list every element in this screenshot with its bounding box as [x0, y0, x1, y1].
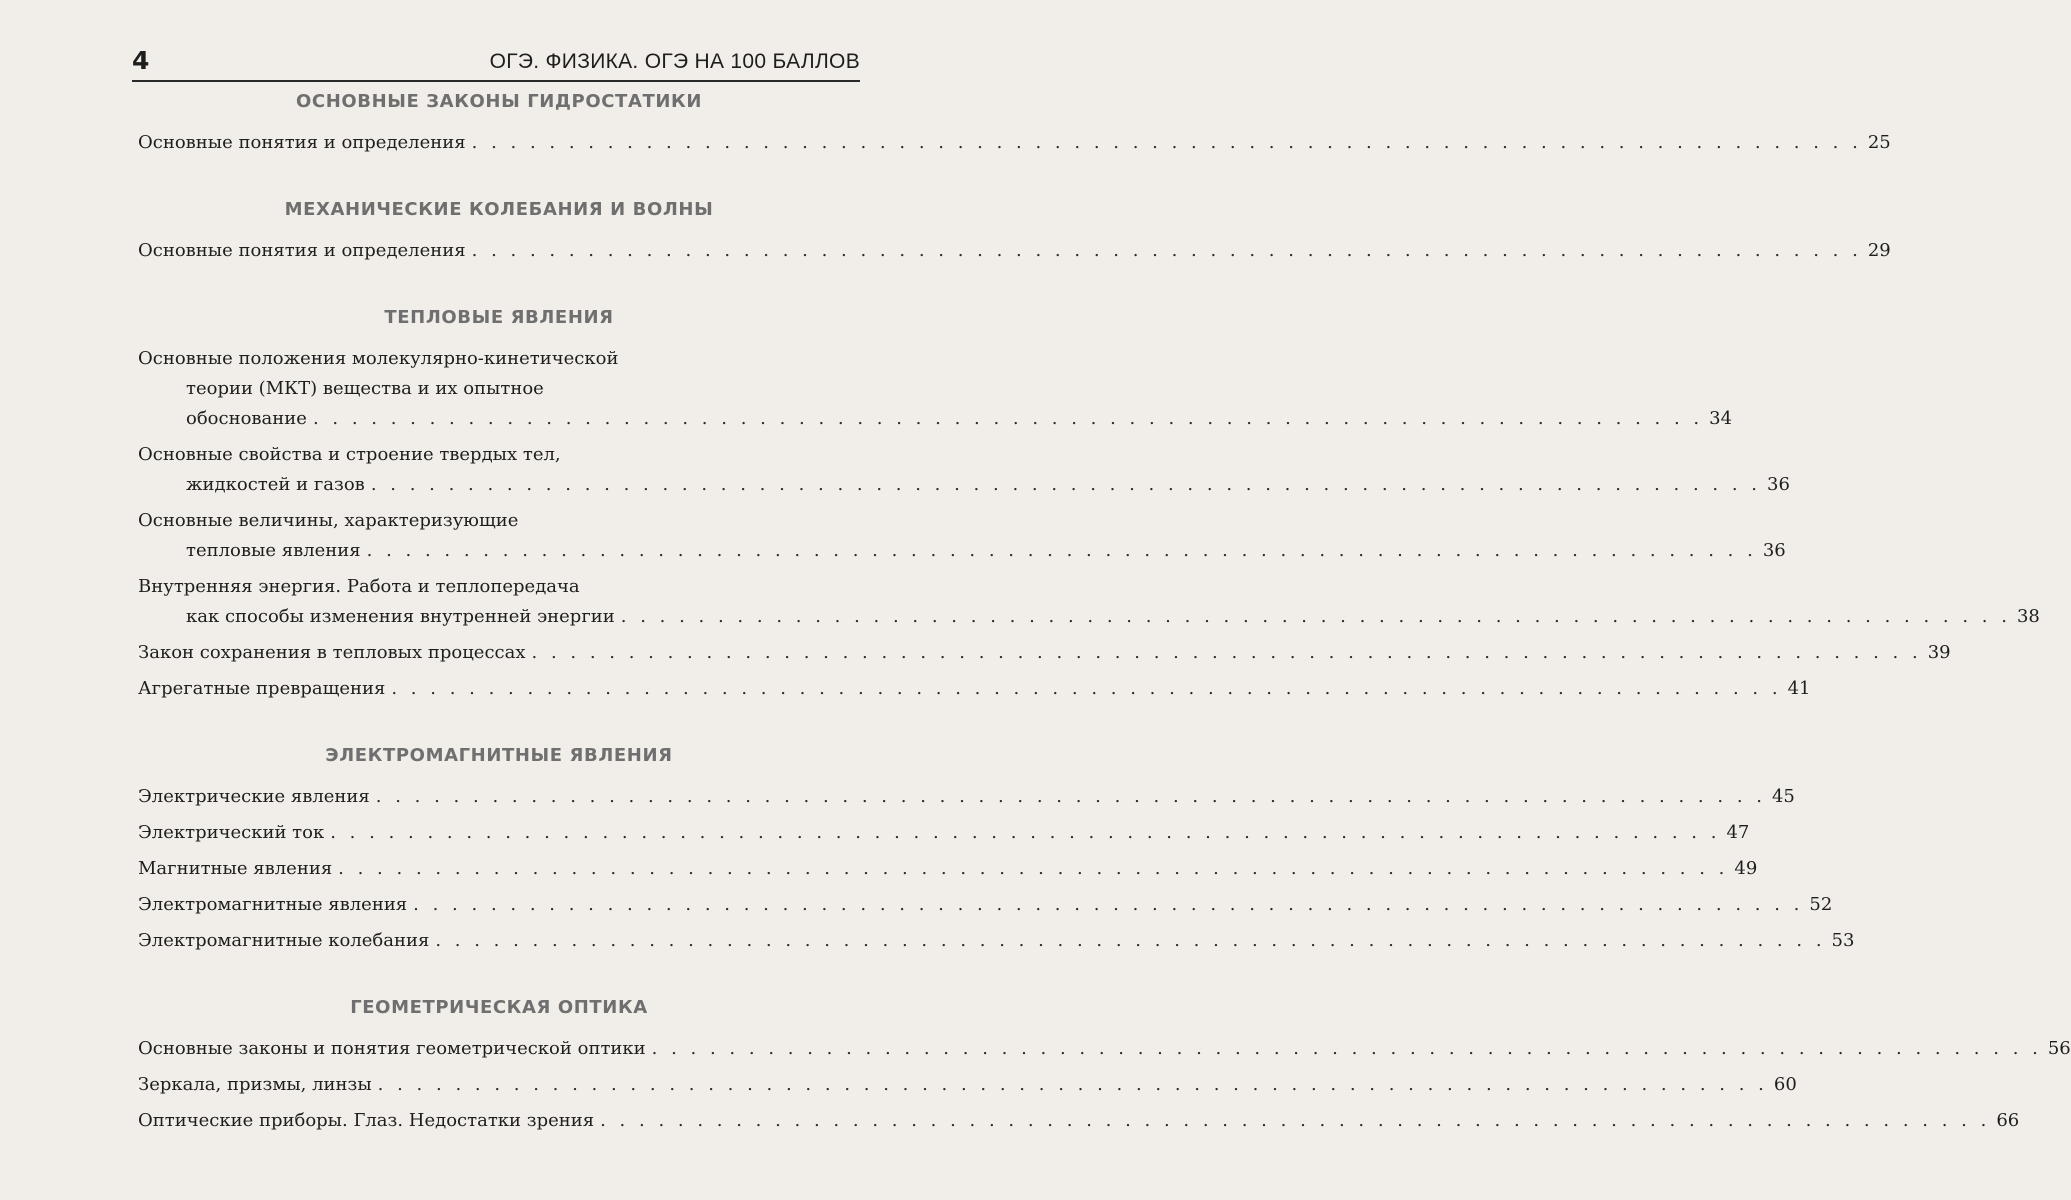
page-ref: 56	[2047, 1038, 2071, 1059]
entry-text-line: Электрические явления	[138, 786, 370, 807]
entry-last-line	[138, 236, 1891, 266]
entry-text-line: Закон сохранения в тепловых процессах	[138, 642, 526, 663]
dot-leader: . . . . . . . . . . . . . . . . . . . . . . . . . . . . . . . . . . . . . . . . . . . . . . . . . . . . . . . . . . . . . . . . . . . . . . . .	[620, 606, 2011, 627]
entry-last-line	[138, 470, 1790, 500]
dot-leader: . . . . . . . . . . . . . . . . . . . . . . . . . . . . . . . . . . . . . . . . . . . . . . . . . . . . . . . . . . . . . . . . . . . . . . . .	[338, 858, 1729, 879]
entry-last-line	[138, 854, 1758, 884]
page-ref: 41	[1787, 678, 1811, 699]
table-of-contents	[138, 86, 2071, 1142]
section-title: МЕХАНИЧЕСКИЕ КОЛЕБАНИЯ И ВОЛНЫ	[284, 199, 714, 220]
page-header	[132, 44, 860, 82]
dot-leader: . . . . . . . . . . . . . . . . . . . . . . . . . . . . . . . . . . . . . . . . . . . . . . . . . . . . . . . . . . . . . . . . . . . . . . . .	[471, 240, 1862, 261]
entry-text-line: Основные свойства и строение твердых тел,	[138, 444, 561, 465]
entry-last-line	[138, 818, 1750, 848]
page-ref: 49	[1734, 858, 1758, 879]
entry-text-line: Основные положения молекулярно-кинетической	[138, 348, 619, 369]
dot-leader: . . . . . . . . . . . . . . . . . . . . . . . . . . . . . . . . . . . . . . . . . . . . . . . . . . . . . . . . . . . . . . . . . . . . . . . .	[377, 1074, 1768, 1095]
toc-entry[interactable]	[138, 818, 1750, 848]
entry-last-line	[138, 782, 1795, 812]
page-ref: 45	[1771, 786, 1795, 807]
dot-leader: . . . . . . . . . . . . . . . . . . . . . . . . . . . . . . . . . . . . . . . . . . . . . . . . . . . . . . . . . . . . . . . . . . . . . . . .	[330, 822, 1721, 843]
page-ref: 39	[1927, 642, 1951, 663]
entry-last-line	[138, 536, 1786, 566]
entry-text-line: Электрический ток	[138, 822, 325, 843]
toc-entry[interactable]	[138, 638, 1951, 668]
entry-text-line: Магнитные явления	[138, 858, 333, 879]
page-ref: 47	[1726, 822, 1750, 843]
entry-text-line: обоснование	[186, 408, 307, 429]
toc-entry[interactable]	[138, 674, 1811, 704]
entry-last-line	[138, 1106, 2020, 1136]
entry-text-line: как способы изменения внутренней энергии	[186, 606, 615, 627]
entry-last-line	[138, 638, 1951, 668]
dot-leader: . . . . . . . . . . . . . . . . . . . . . . . . . . . . . . . . . . . . . . . . . . . . . . . . . . . . . . . . . . . . . . . . . . . . . . . .	[391, 678, 1782, 699]
entry-last-line	[138, 674, 1811, 704]
page-ref: 38	[2016, 606, 2040, 627]
toc-entry[interactable]	[138, 440, 1790, 500]
section-title: ГЕОМЕТРИЧЕСКАЯ ОПТИКА	[350, 997, 648, 1018]
dot-leader: . . . . . . . . . . . . . . . . . . . . . . . . . . . . . . . . . . . . . . . . . . . . . . . . . . . . . . . . . . . . . . . . . . . . . . . .	[651, 1038, 2042, 1059]
entry-text-line: тепловые явления	[186, 540, 361, 561]
page-ref: 29	[1867, 240, 1891, 261]
toc-entry[interactable]	[138, 854, 1758, 884]
toc-entry[interactable]	[138, 1034, 2071, 1064]
dot-leader: . . . . . . . . . . . . . . . . . . . . . . . . . . . . . . . . . . . . . . . . . . . . . . . . . . . . . . . . . . . . . . . . . . . . . . . .	[370, 474, 1762, 495]
entry-text-line: жидкостей и газов	[186, 474, 365, 495]
entry-last-line	[138, 602, 2040, 632]
entry-text-line: Основные величины, характеризующие	[138, 510, 519, 531]
toc-entry[interactable]	[138, 572, 2040, 632]
dot-leader: . . . . . . . . . . . . . . . . . . . . . . . . . . . . . . . . . . . . . . . . . . . . . . . . . . . . . . . . . . . . . . . . . . . . . . . .	[435, 930, 1826, 951]
toc-entry[interactable]	[138, 236, 1891, 266]
dot-leader: . . . . . . . . . . . . . . . . . . . . . . . . . . . . . . . . . . . . . . . . . . . . . . . . . . . . . . . . . . . . . . . . . . . . . . . .	[600, 1110, 1991, 1131]
page-ref: 60	[1773, 1074, 1797, 1095]
dot-leader: . . . . . . . . . . . . . . . . . . . . . . . . . . . . . . . . . . . . . . . . . . . . . . . . . . . . . . . . . . . . . . . . . . . . . . . .	[375, 786, 1766, 807]
dot-leader: . . . . . . . . . . . . . . . . . . . . . . . . . . . . . . . . . . . . . . . . . . . . . . . . . . . . . . . . . . . . . . . . . . . . . . . .	[471, 132, 1862, 153]
page-ref: 36	[1767, 474, 1790, 495]
dot-leader: . . . . . . . . . . . . . . . . . . . . . . . . . . . . . . . . . . . . . . . . . . . . . . . . . . . . . . . . . . . . . . . . . . . . . . . .	[312, 408, 1704, 429]
toc-entry[interactable]	[138, 782, 1795, 812]
entry-last-line	[138, 1070, 1797, 1100]
page-ref: 53	[1831, 930, 1855, 951]
section-title: ТЕПЛОВЫЕ ЯВЛЕНИЯ	[384, 307, 614, 328]
toc-entry[interactable]	[138, 128, 1891, 158]
dot-leader: . . . . . . . . . . . . . . . . . . . . . . . . . . . . . . . . . . . . . . . . . . . . . . . . . . . . . . . . . . . . . . . . . . . . . . . .	[366, 540, 1757, 561]
entry-text-line: Основные понятия и определения	[138, 240, 466, 261]
entry-text-line: Основные понятия и определения	[138, 132, 466, 153]
entry-text-line: Зеркала, призмы, линзы	[138, 1074, 372, 1095]
toc-entry[interactable]	[138, 926, 1855, 956]
entry-last-line	[138, 404, 1733, 434]
entry-text-line: Внутренняя энергия. Работа и теплопередача	[138, 576, 580, 597]
toc-entry[interactable]	[138, 1070, 1797, 1100]
dot-leader: . . . . . . . . . . . . . . . . . . . . . . . . . . . . . . . . . . . . . . . . . . . . . . . . . . . . . . . . . . . . . . . . . . . . . . . .	[413, 894, 1804, 915]
entry-text-line: теории (МКТ) вещества и их опытное	[186, 378, 544, 399]
entry-last-line	[138, 926, 1855, 956]
page-ref: 25	[1867, 132, 1891, 153]
toc-entry[interactable]	[138, 344, 1733, 434]
entry-text-line: Электромагнитные колебания	[138, 930, 430, 951]
page-ref: 52	[1809, 894, 1833, 915]
section-title: ЭЛЕКТРОМАГНИТНЫЕ ЯВЛЕНИЯ	[325, 745, 673, 766]
page-ref: 66	[1996, 1110, 2020, 1131]
entry-last-line	[138, 1034, 2071, 1064]
running-title: ОГЭ. ФИЗИКА. ОГЭ НА 100 БАЛЛОВ	[489, 50, 860, 73]
toc-entry[interactable]	[138, 1106, 2020, 1136]
toc-entry[interactable]	[138, 890, 1833, 920]
entry-text-line: Электромагнитные явления	[138, 894, 408, 915]
entry-text-line: Оптические приборы. Глаз. Недостатки зрения	[138, 1110, 595, 1131]
entry-last-line	[138, 128, 1891, 158]
toc-entry[interactable]	[138, 506, 1786, 566]
entry-text-line: Основные законы и понятия геометрической оптики	[138, 1038, 646, 1059]
page-number: 4	[132, 46, 150, 75]
section-title: ОСНОВНЫЕ ЗАКОНЫ ГИДРОСТАТИКИ	[296, 91, 702, 112]
entry-text-line: Агрегатные превращения	[138, 678, 386, 699]
entry-last-line	[138, 890, 1833, 920]
page-ref: 36	[1762, 540, 1786, 561]
page-ref: 34	[1709, 408, 1733, 429]
dot-leader: . . . . . . . . . . . . . . . . . . . . . . . . . . . . . . . . . . . . . . . . . . . . . . . . . . . . . . . . . . . . . . . . . . . . . . . .	[531, 642, 1922, 663]
